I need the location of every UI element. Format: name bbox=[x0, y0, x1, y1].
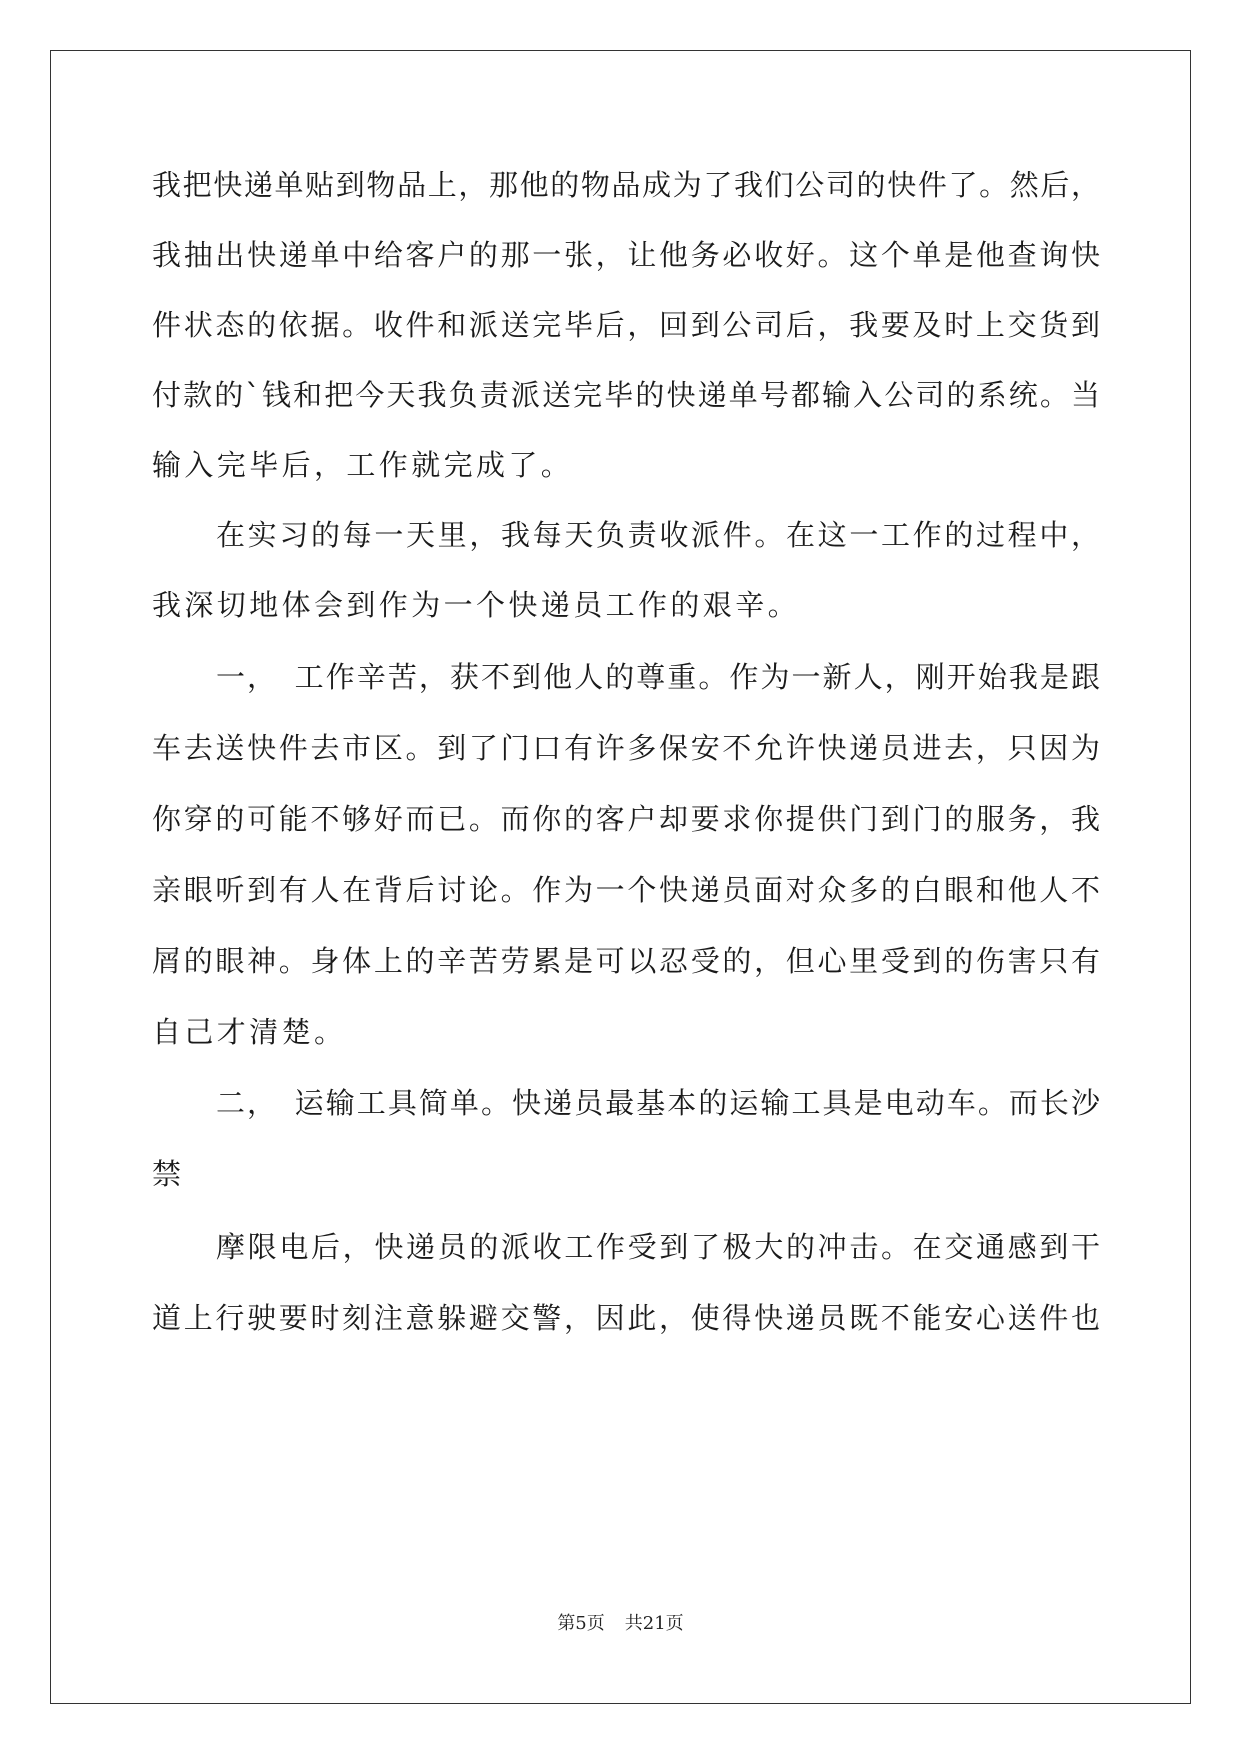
page-total: 共21页 bbox=[624, 1613, 684, 1634]
text-line: 亲眼听到有人在背后讨论。作为一个快递员面对众多的白眼和他人不 bbox=[152, 873, 1100, 907]
page-footer bbox=[0, 1609, 1241, 1635]
text-line: 我抽出快递单中给客户的那一张，让他务必收好。这个单是他查询快 bbox=[152, 238, 1100, 272]
text-line: 在实习的每一天里，我每天负责收派件。在这一工作的过程中， bbox=[216, 518, 1100, 552]
text-line: 摩限电后，快递员的派收工作受到了极大的冲击。在交通感到干 bbox=[216, 1230, 1100, 1264]
text-line: 我把快递单贴到物品上，那他的物品成为了我们公司的快件了。然后， bbox=[152, 168, 1100, 202]
text-line: 屑的眼神。身体上的辛苦劳累是可以忍受的，但心里受到的伤害只有 bbox=[152, 944, 1100, 978]
text-line: 你穿的可能不够好而已。而你的客户却要求你提供门到门的服务，我 bbox=[152, 802, 1100, 836]
text-line: 我深切地体会到作为一个快递员工作的艰辛。 bbox=[152, 588, 801, 622]
text-line: 付款的`钱和把今天我负责派送完毕的快递单号都输入公司的系统。当 bbox=[152, 378, 1100, 412]
text-line: 输入完毕后，工作就完成了。 bbox=[152, 448, 574, 482]
text-line: 自己才清楚。 bbox=[152, 1015, 347, 1049]
page-number: 第5页 bbox=[557, 1613, 605, 1634]
text-line: 禁 bbox=[152, 1157, 185, 1191]
text-line: 一， 工作辛苦，获不到他人的尊重。作为一新人，刚开始我是跟 bbox=[216, 660, 1100, 694]
text-line: 道上行驶要时刻注意躲避交警，因此，使得快递员既不能安心送件也 bbox=[152, 1301, 1100, 1335]
text-line: 二， 运输工具简单。快递员最基本的运输工具是电动车。而长沙 bbox=[216, 1086, 1100, 1120]
text-line: 件状态的依据。收件和派送完毕后，回到公司后，我要及时上交货到 bbox=[152, 308, 1100, 342]
text-line: 车去送快件去市区。到了门口有许多保安不允许快递员进去，只因为 bbox=[152, 731, 1100, 765]
